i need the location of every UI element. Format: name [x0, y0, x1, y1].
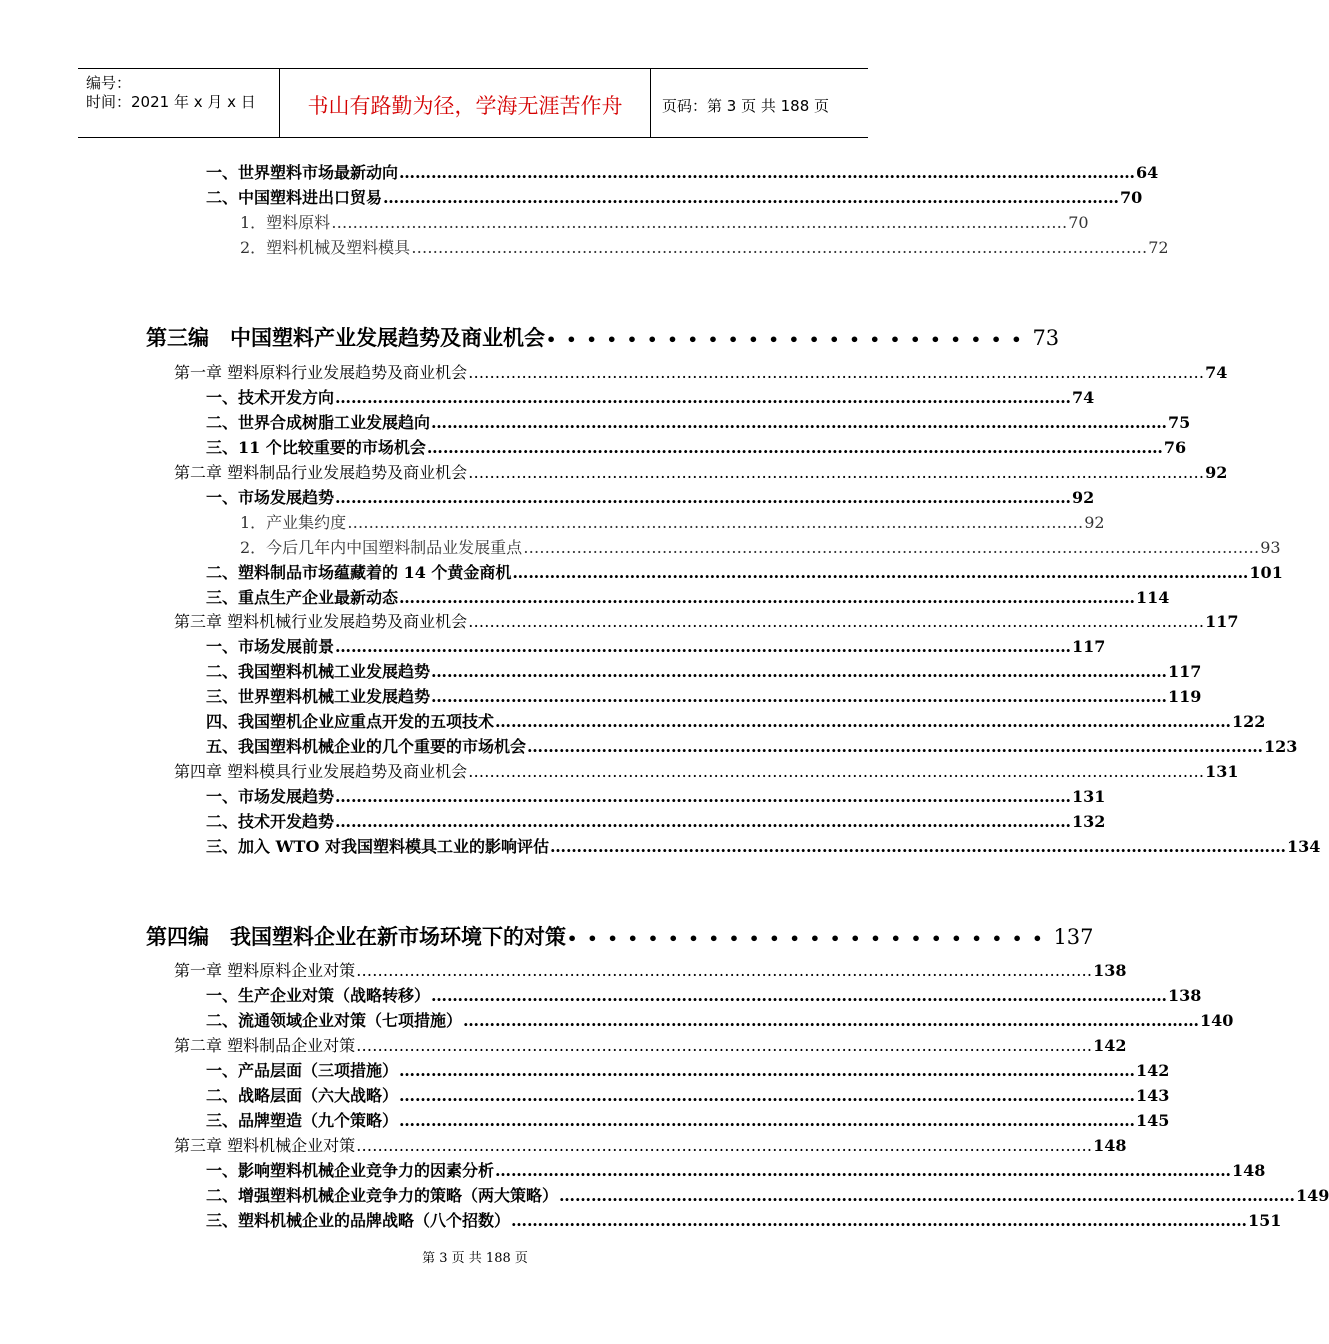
toc-entry-page: 92	[1084, 513, 1105, 532]
toc-entry-page: 138	[1093, 961, 1127, 980]
toc-entry[interactable]	[206, 634, 1106, 657]
toc-entry[interactable]	[174, 360, 1228, 383]
toc-entry[interactable]	[206, 1008, 1234, 1031]
toc-entry[interactable]	[206, 784, 1106, 807]
toc-entry-page: 134	[1286, 837, 1321, 856]
toc-entry[interactable]	[240, 535, 1281, 558]
toc-entry-page: 74	[1072, 388, 1095, 407]
toc-entry-page: 76	[1163, 438, 1187, 457]
toc-entry-page: 70	[1120, 188, 1143, 207]
toc-entry-page: 74	[1205, 363, 1228, 382]
toc-entry-title: 二、塑料制品市场蕴藏着的 14 个黄金商机	[206, 563, 512, 582]
toc-entry-title: 第四章 塑料模具行业发展趋势及商业机会	[174, 762, 468, 781]
toc-entry-title: 一、世界塑料市场最新动向	[206, 163, 399, 182]
toc-entry-page: 114	[1136, 588, 1170, 607]
toc-entry-page: 142	[1136, 1061, 1170, 1080]
toc-entry[interactable]	[174, 1133, 1127, 1156]
toc-entry[interactable]	[206, 1083, 1170, 1106]
toc-entry-title: 2．今后几年内中国塑料制品业发展重点	[240, 538, 523, 557]
toc-entry[interactable]	[206, 560, 1283, 583]
toc-leader: …………………………………………………………………………………………………………………………	[511, 1211, 1248, 1230]
toc-entry[interactable]	[174, 759, 1239, 782]
toc-leader: …………………………………………………………………………………………………………………………	[523, 538, 1260, 557]
toc-entry[interactable]	[206, 435, 1187, 458]
toc-entry-page: 101	[1249, 563, 1283, 582]
header-number-label: 编号：	[86, 74, 132, 92]
toc-entry[interactable]	[206, 1108, 1170, 1131]
toc-entry[interactable]	[206, 185, 1143, 208]
toc-leader: …………………………………………………………………………………………………………………………	[495, 712, 1232, 731]
toc-entry[interactable]	[206, 983, 1202, 1006]
toc-entry-page: 70	[1068, 213, 1089, 232]
toc-entry-page: 149	[1296, 1186, 1329, 1205]
toc-entry-title: 二、技术开发趋势	[206, 812, 335, 831]
header-meta	[78, 69, 280, 137]
toc-entry[interactable]	[206, 1058, 1170, 1081]
toc-entry-title: 三、重点生产企业最新动态	[206, 588, 399, 607]
toc-leader: …………………………………………………………………………………………………………………………	[431, 413, 1168, 432]
toc-entry-title: 1．产业集约度	[240, 513, 347, 532]
toc-entry[interactable]	[206, 410, 1191, 433]
toc-entry-title: 一、市场发展前景	[206, 637, 335, 656]
toc-part-heading[interactable]	[146, 322, 1060, 352]
toc-leader: …………………………………………………………………………………………………………………………	[331, 213, 1068, 232]
toc-entry-page: 148	[1232, 1161, 1266, 1180]
toc-leader: …………………………………………………………………………………………………………………………	[335, 388, 1072, 407]
toc-entry-title: 二、流通领域企业对策（七项措施）	[206, 1011, 463, 1030]
toc-entry-page: 142	[1093, 1036, 1127, 1055]
toc-entry[interactable]	[206, 585, 1170, 608]
toc-entry-page: 151	[1248, 1211, 1282, 1230]
toc-leader: …………………………………………………………………………………………………………………………	[399, 588, 1136, 607]
toc-entry[interactable]	[206, 385, 1095, 408]
toc-leader: …………………………………………………………………………………………………………………………	[527, 737, 1264, 756]
toc-entry-page: 117	[1072, 637, 1106, 656]
toc-entry-page: 92	[1072, 488, 1095, 507]
toc-entry-title: 一、市场发展趋势	[206, 488, 335, 507]
header-page-label: 页码：第 3 页 共 188 页	[662, 96, 830, 115]
toc-leader: …………………………………………………………………………………………………………………………	[335, 637, 1072, 656]
toc-entry-title: 第四编 我国塑料企业在新市场环境下的对策	[146, 924, 566, 949]
toc-entry-page: 145	[1136, 1111, 1170, 1130]
toc-entry-title: 一、影响塑料机械企业竞争力的因素分析	[206, 1161, 495, 1180]
toc-leader: …………………………………………………………………………………………………………………………	[399, 1086, 1136, 1105]
toc-entry-page: 131	[1072, 787, 1106, 806]
toc-entry-page: 92	[1205, 463, 1228, 482]
toc-entry-page: 117	[1168, 662, 1202, 681]
toc-entry[interactable]	[240, 510, 1105, 533]
toc-leader: …………………………………………………………………………………………………………………………	[468, 762, 1205, 781]
toc-entry-title: 第三章 塑料机械企业对策	[174, 1136, 356, 1155]
toc-entry-title: 一、市场发展趋势	[206, 787, 335, 806]
toc-leader: …………………………………………………………………………………………………………………………	[463, 1011, 1200, 1030]
toc-entry-page: 75	[1168, 413, 1191, 432]
toc-entry-page: 72	[1148, 238, 1169, 257]
toc-entry-title: 第二章 塑料制品行业发展趋势及商业机会	[174, 463, 468, 482]
toc-leader: …………………………………………………………………………………………………………………………	[468, 363, 1205, 382]
toc-leader: …………………………………………………………………………………………………………………………	[399, 1061, 1136, 1080]
toc-leader: ••••••••••••••••••••••••	[546, 330, 1032, 349]
toc-entry-title: 三、11 个比较重要的市场机会	[206, 438, 426, 457]
toc-leader: …………………………………………………………………………………………………………………………	[347, 513, 1084, 532]
toc-entry-page: 119	[1168, 687, 1202, 706]
toc-entry[interactable]	[206, 709, 1266, 732]
toc-leader: …………………………………………………………………………………………………………………………	[431, 662, 1168, 681]
header-motto: 书山有路勤为径，学海无涯苦作舟	[280, 69, 651, 137]
toc-entry[interactable]	[206, 684, 1202, 707]
toc-entry-page: 122	[1232, 712, 1266, 731]
toc-leader: …………………………………………………………………………………………………………………………	[549, 837, 1286, 856]
toc-entry[interactable]	[174, 958, 1127, 981]
toc-leader: …………………………………………………………………………………………………………………………	[335, 787, 1072, 806]
toc-leader: …………………………………………………………………………………………………………………………	[559, 1186, 1296, 1205]
toc-entry[interactable]	[206, 834, 1321, 857]
toc-entry-title: 第二章 塑料制品企业对策	[174, 1036, 356, 1055]
toc-entry-title: 四、我国塑机企业应重点开发的五项技术	[206, 712, 495, 731]
toc-entry-title: 一、产品层面（三项措施）	[206, 1061, 399, 1080]
toc-entry-title: 三、世界塑料机械工业发展趋势	[206, 687, 431, 706]
toc-entry-title: 第一章 塑料原料企业对策	[174, 961, 356, 980]
toc-entry-title: 三、塑料机械企业的品牌战略（八个招数）	[206, 1211, 511, 1230]
toc-leader: …………………………………………………………………………………………………………………………	[431, 986, 1168, 1005]
toc-leader: …………………………………………………………………………………………………………………………	[512, 563, 1249, 582]
toc-entry-page: 143	[1136, 1086, 1170, 1105]
page-footer: 第 3 页 共 188 页	[422, 1251, 528, 1266]
toc-entry-title: 三、品牌塑造（九个策略）	[206, 1111, 399, 1130]
toc-leader: …………………………………………………………………………………………………………………………	[383, 188, 1120, 207]
toc-entry-title: 一、技术开发方向	[206, 388, 335, 407]
toc-leader: …………………………………………………………………………………………………………………………	[411, 238, 1148, 257]
page-header	[78, 68, 868, 138]
toc-entry-page: 64	[1136, 163, 1159, 182]
toc-entry-title: 第三编 中国塑料产业发展趋势及商业机会	[146, 325, 545, 350]
toc-leader: …………………………………………………………………………………………………………………………	[335, 812, 1072, 831]
toc-leader: …………………………………………………………………………………………………………………………	[431, 687, 1168, 706]
toc-entry-title: 第一章 塑料原料行业发展趋势及商业机会	[174, 363, 468, 382]
toc-leader: …………………………………………………………………………………………………………………………	[399, 1111, 1136, 1130]
toc-entry-title: 1．塑料原料	[240, 213, 331, 232]
toc-entry-page: 73	[1032, 326, 1060, 350]
toc-leader: …………………………………………………………………………………………………………………………	[426, 438, 1163, 457]
toc-entry-title: 二、世界合成树脂工业发展趋向	[206, 413, 431, 432]
toc-leader: …………………………………………………………………………………………………………………………	[356, 1036, 1093, 1055]
toc-entry[interactable]	[206, 809, 1106, 832]
toc-entry-page: 148	[1093, 1136, 1127, 1155]
toc-entry-title: 二、中国塑料进出口贸易	[206, 188, 383, 207]
toc-entry[interactable]	[174, 460, 1228, 483]
toc-entry-page: 132	[1072, 812, 1106, 831]
toc-entry[interactable]	[206, 734, 1298, 757]
toc-leader: …………………………………………………………………………………………………………………………	[335, 488, 1072, 507]
toc-entry[interactable]	[206, 160, 1159, 183]
toc-entry-title: 二、我国塑料机械工业发展趋势	[206, 662, 431, 681]
toc-entry-title: 五、我国塑料机械企业的几个重要的市场机会	[206, 737, 527, 756]
header-time-label: 时间：2021 年 x 月 x 日	[86, 93, 256, 111]
toc-entry-title: 三、加入 WTO 对我国塑料模具工业的影响评估	[206, 837, 549, 856]
toc-leader: …………………………………………………………………………………………………………………………	[399, 163, 1136, 182]
toc-entry-title: 二、战略层面（六大战略）	[206, 1086, 399, 1105]
toc-entry[interactable]	[206, 1183, 1329, 1206]
toc-entry-page: 131	[1205, 762, 1239, 781]
toc-entry-page: 123	[1264, 737, 1298, 756]
toc-leader: …………………………………………………………………………………………………………………………	[468, 463, 1205, 482]
toc-entry[interactable]	[206, 485, 1095, 508]
toc-entry[interactable]	[206, 1208, 1282, 1231]
toc-entry-page: 93	[1260, 538, 1281, 557]
toc-entry-page: 137	[1053, 925, 1094, 949]
toc-entry-page: 140	[1200, 1011, 1234, 1030]
toc-leader: …………………………………………………………………………………………………………………………	[495, 1161, 1232, 1180]
toc-entry-page: 138	[1168, 986, 1202, 1005]
toc-entry[interactable]	[240, 235, 1169, 258]
toc-entry-title: 第三章 塑料机械行业发展趋势及商业机会	[174, 612, 468, 631]
toc-entry-page: 117	[1205, 612, 1239, 631]
toc-entry[interactable]	[206, 659, 1202, 682]
toc-leader: ••••••••••••••••••••••••	[567, 929, 1053, 948]
toc-part-heading[interactable]	[146, 921, 1094, 951]
toc-leader: …………………………………………………………………………………………………………………………	[468, 612, 1205, 631]
toc-entry[interactable]	[174, 609, 1239, 632]
toc-entry[interactable]	[240, 210, 1089, 233]
toc-entry-title: 2．塑料机械及塑料模具	[240, 238, 411, 257]
toc-entry-title: 一、生产企业对策（战略转移）	[206, 986, 431, 1005]
toc-entry[interactable]	[206, 1158, 1266, 1181]
toc-entry-title: 二、增强塑料机械企业竞争力的策略（两大策略）	[206, 1186, 559, 1205]
toc-leader: …………………………………………………………………………………………………………………………	[356, 961, 1093, 980]
toc-entry[interactable]	[174, 1033, 1127, 1056]
toc-leader: …………………………………………………………………………………………………………………………	[356, 1136, 1093, 1155]
